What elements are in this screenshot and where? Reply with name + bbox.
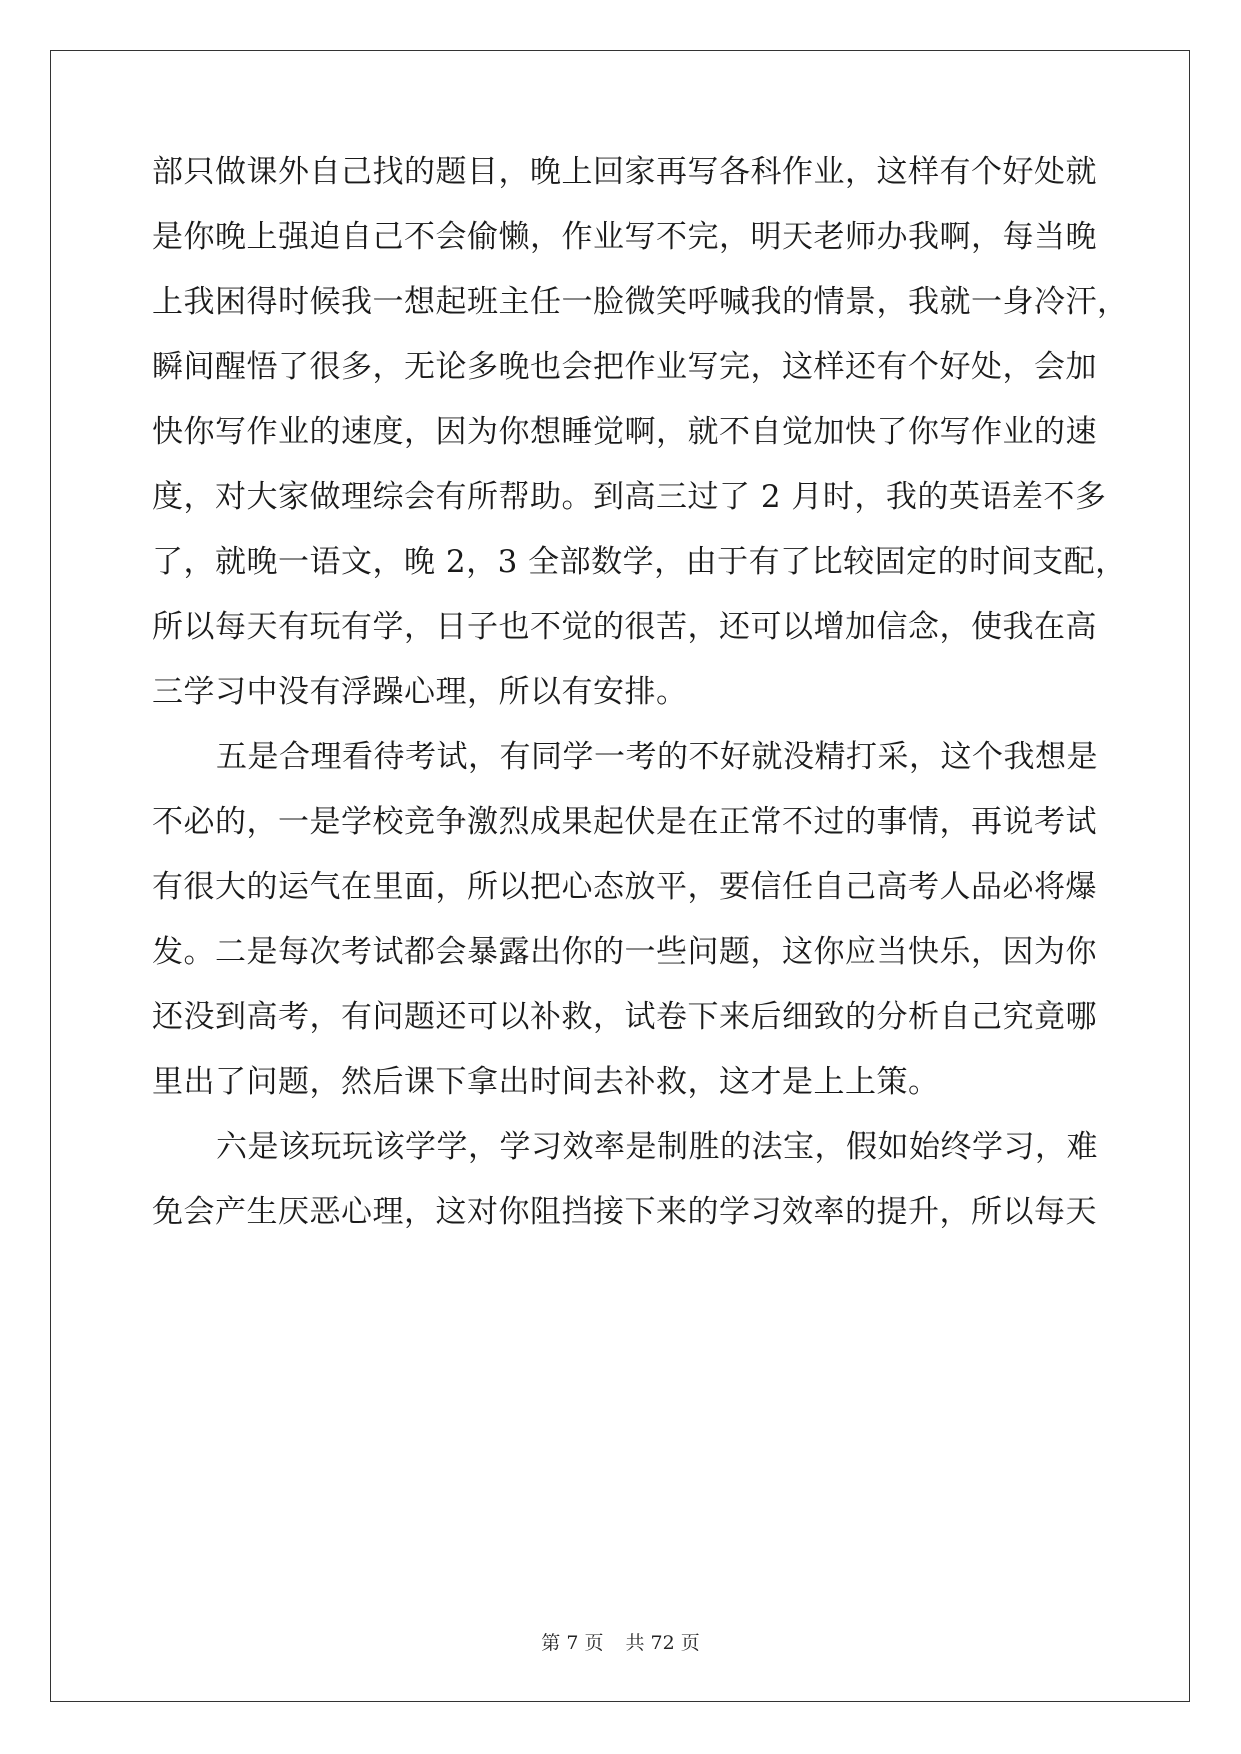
text-line: 是你晚上强迫自己不会偷懒，作业写不完，明天老师办我啊，每当晚: [152, 219, 1097, 255]
text-line: 发。二是每次考试都会暴露出你的一些问题，这你应当快乐，因为你: [152, 934, 1097, 970]
text-line: 还没到高考，有问题还可以补救，试卷下来后细致的分析自己究竟哪: [152, 999, 1097, 1035]
text-line: 部只做课外自己找的题目，晚上回家再写各科作业，这样有个好处就: [152, 154, 1097, 190]
text-line: 上我困得时候我一想起班主任一脸微笑呼喊我的情景，我就一身冷汗，: [152, 284, 1129, 320]
page-number: 第 7 页: [541, 1632, 604, 1654]
text-line: 快你写作业的速度，因为你想睡觉啊，就不自觉加快了你写作业的速: [152, 414, 1097, 450]
text-line: 不必的，一是学校竞争激烈成果起伏是在正常不过的事情，再说考试: [152, 804, 1097, 840]
text-line: 了，就晚一语文，晚 2，3 全部数学，由于有了比较固定的时间支配，: [152, 544, 1127, 580]
page-footer: [0, 1628, 1241, 1655]
paragraph-first-line: 六是该玩玩该学学，学习效率是制胜的法宝，假如始终学习，难: [216, 1129, 1098, 1165]
text-line: 瞬间醒悟了很多，无论多晚也会把作业写完，这样还有个好处，会加: [152, 349, 1097, 385]
text-line: 里出了问题，然后课下拿出时间去补救，这才是上上策。: [152, 1064, 940, 1100]
text-line: 三学习中没有浮躁心理，所以有安排。: [152, 674, 688, 710]
text-line: 所以每天有玩有学，日子也不觉的很苦，还可以增加信念，使我在高: [152, 609, 1097, 645]
text-line: 有很大的运气在里面，所以把心态放平，要信任自己高考人品必将爆: [152, 869, 1097, 905]
text-line: 免会产生厌恶心理，这对你阻挡接下来的学习效率的提升，所以每天: [152, 1194, 1097, 1230]
text-line: 度，对大家做理综会有所帮助。到高三过了 2 月时，我的英语差不多: [152, 479, 1107, 515]
paragraph-first-line: 五是合理看待考试，有同学一考的不好就没精打采，这个我想是: [216, 739, 1098, 775]
page-total: 共 72 页: [625, 1632, 700, 1654]
